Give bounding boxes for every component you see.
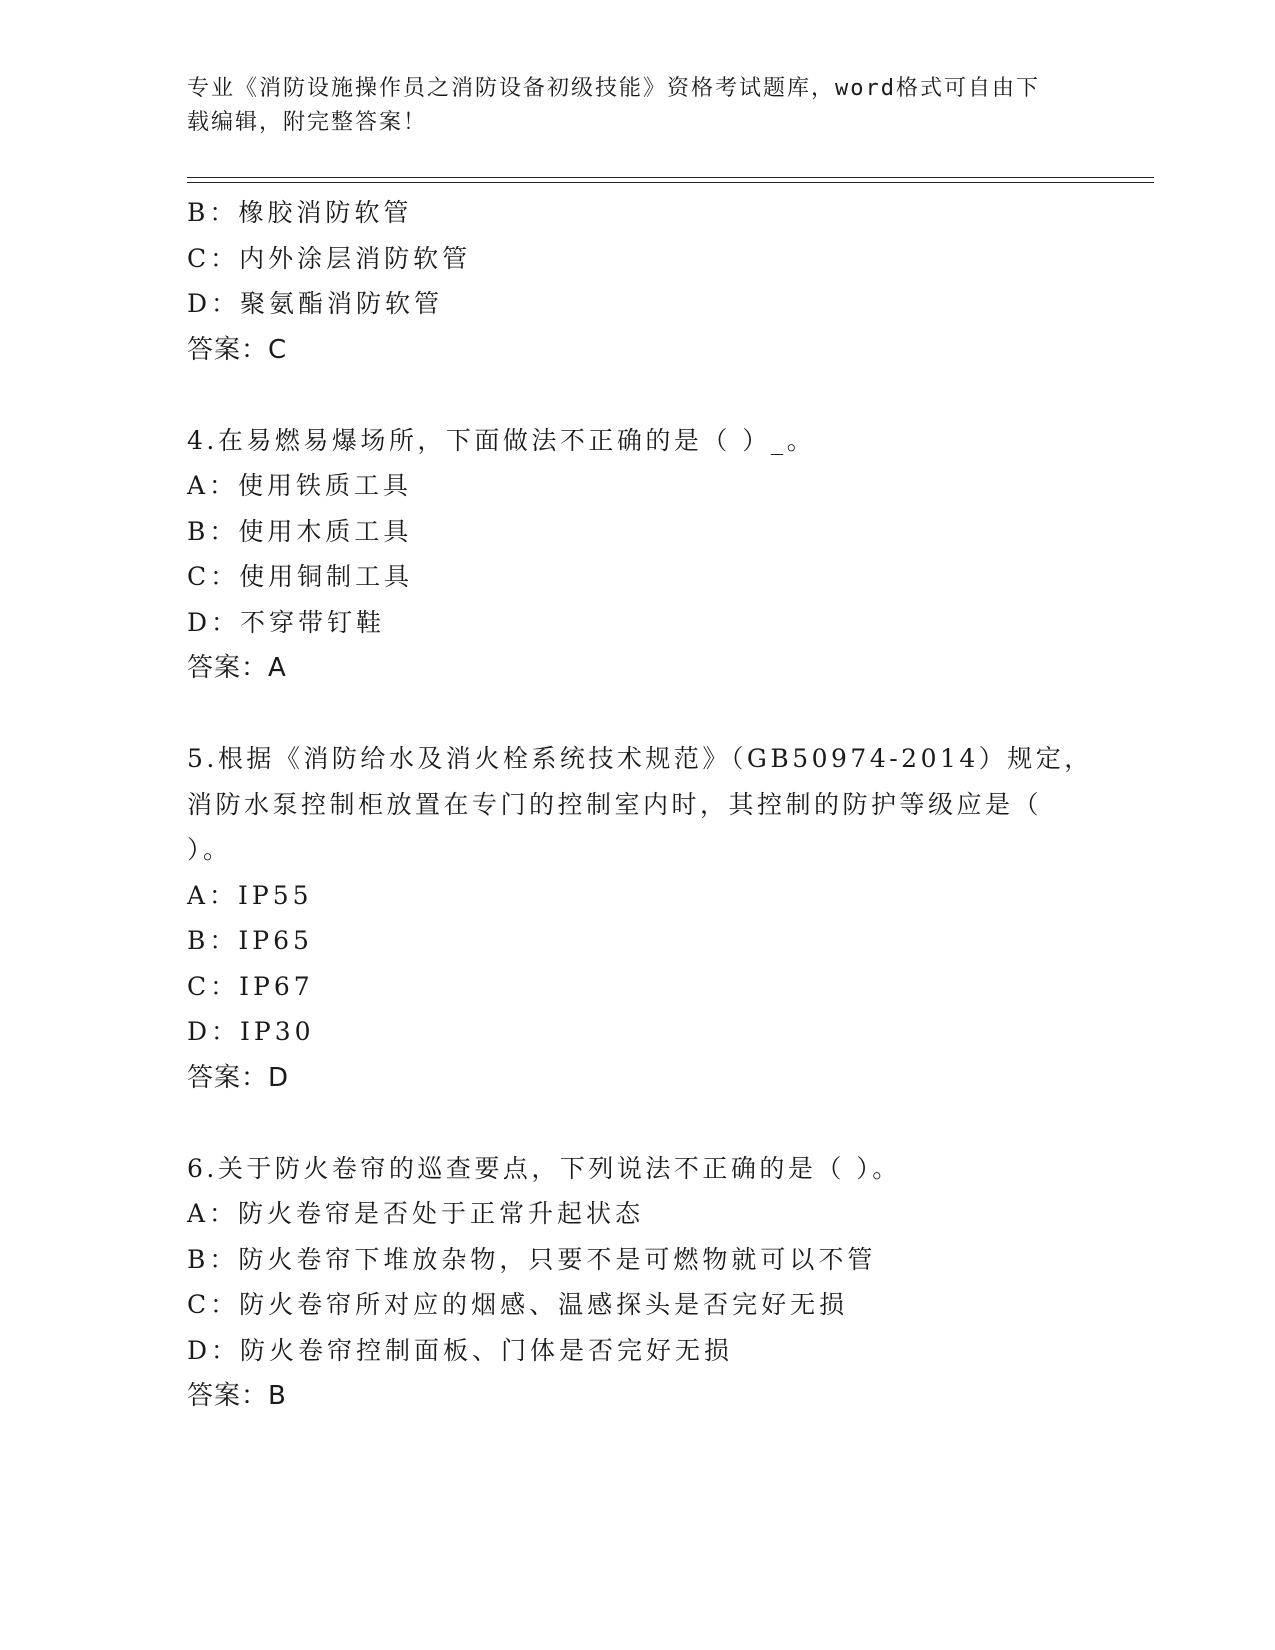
question-text: 6.关于防火卷帘的巡查要点，下列说法不正确的是（ ）。 xyxy=(187,1153,901,1183)
question-spacer xyxy=(187,373,1087,418)
header-divider-bottom xyxy=(187,182,1154,183)
option-a: A：IP55 xyxy=(187,880,313,910)
option-a: A：防火卷帘是否处于正常升起状态 xyxy=(187,1199,645,1228)
option-d: D：防火卷帘控制面板、门体是否完好无损 xyxy=(187,1335,734,1365)
option-c: C：IP67 xyxy=(187,971,314,1001)
header-divider-top xyxy=(187,177,1154,178)
question-text-line-3: ）。 xyxy=(187,835,232,864)
question-5 xyxy=(187,736,1093,1101)
option-c: C：使用铜制工具 xyxy=(187,562,414,591)
option-d: D：IP30 xyxy=(187,1017,315,1046)
option-b: B：使用木质工具 xyxy=(187,516,413,546)
option-a: A：使用铁质工具 xyxy=(187,471,413,500)
question-3-tail xyxy=(187,190,1087,373)
option-d: D：聚氨酯消防软管 xyxy=(187,289,444,318)
document-header xyxy=(187,72,1067,140)
question-spacer xyxy=(187,1101,1087,1146)
question-text-line-1: 5.根据《消防给水及消火栓系统技术规范》（GB50974-2014）规定， xyxy=(187,744,1093,773)
answer-label: 答案：C xyxy=(187,334,288,365)
option-c: C：防火卷帘所对应的烟感、温感探头是否完好无损 xyxy=(187,1290,849,1319)
question-4 xyxy=(187,418,1087,692)
header-line-2: 载编辑，附完整答案！ xyxy=(187,110,428,135)
option-b: B：橡胶消防软管 xyxy=(187,198,413,227)
question-spacer xyxy=(187,691,1087,736)
question-text-line-2: 消防水泵控制柜放置在专门的控制室内时，其控制的防护等级应是（ xyxy=(187,789,1043,819)
option-b: B：防火卷帘下堆放杂物，只要不是可燃物就可以不管 xyxy=(187,1244,877,1274)
answer-label: 答案：B xyxy=(187,1381,287,1411)
question-content xyxy=(187,190,1093,1419)
question-6 xyxy=(187,1146,1087,1420)
header-line-1: 专业《消防设施操作员之消防设备初级技能》资格考试题库，word格式可自由下 xyxy=(187,76,1040,101)
answer-label: 答案：A xyxy=(187,653,287,683)
answer-label: 答案：D xyxy=(187,1062,290,1093)
option-b: B：IP65 xyxy=(187,926,313,955)
option-c: C：内外涂层消防软管 xyxy=(187,243,472,273)
question-text: 4.在易燃易爆场所，下面做法不正确的是（ ）_。 xyxy=(187,425,816,455)
option-d: D：不穿带钉鞋 xyxy=(187,607,386,637)
